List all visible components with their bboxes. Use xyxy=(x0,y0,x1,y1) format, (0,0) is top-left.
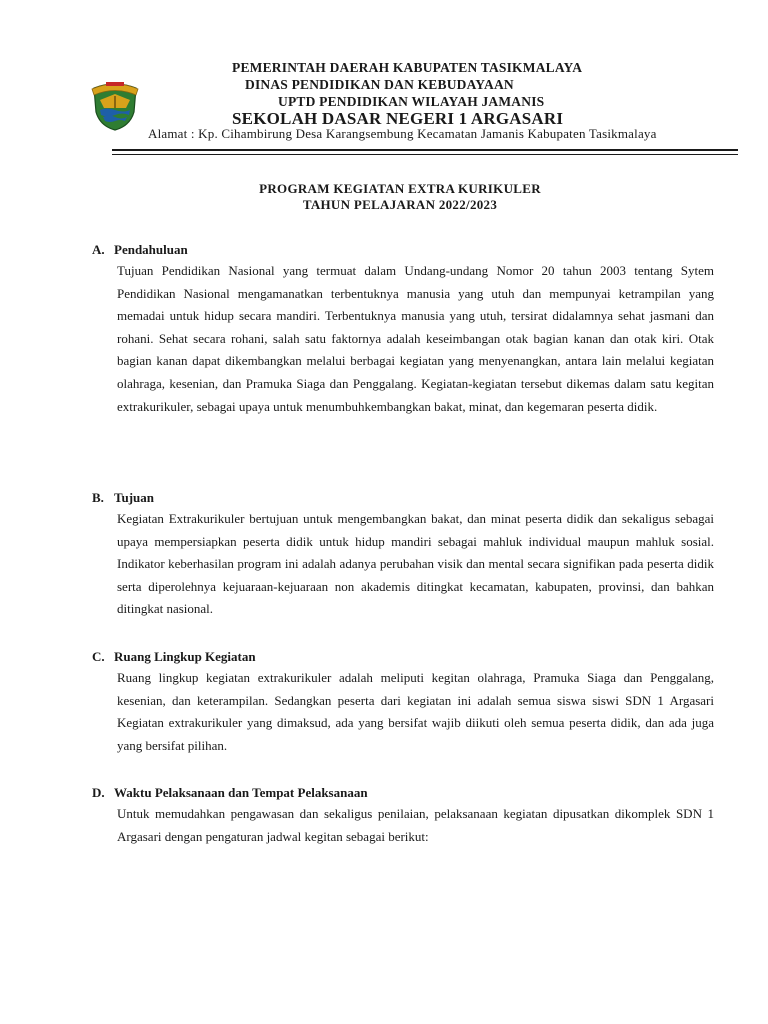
section-letter: C. xyxy=(92,649,105,664)
section-heading xyxy=(92,240,714,260)
section-body: Untuk memudahkan pengawasan dan sekaligus penilaian, pelaksanaan kegiatan dipusatkan dikomplek SDN 1 Argasari dengan pengaturan jadwal kegitan sebagai berikut: xyxy=(117,806,714,844)
section-title: Waktu Pelaksanaan dan Tempat Pelaksanaan xyxy=(114,785,368,800)
letterhead-department: DINAS PENDIDIKAN DAN KEBUDAYAAN xyxy=(245,77,514,92)
section-waktu-tempat xyxy=(92,783,714,848)
letterhead-address: Alamat : Kp. Cihambirung Desa Karangsembung Kecamatan Jamanis Kabupaten Tasikmalaya xyxy=(148,126,657,141)
letterhead-school-name: SEKOLAH DASAR NEGERI 1 ARGASARI xyxy=(232,109,564,128)
section-pendahuluan xyxy=(92,240,714,418)
section-tujuan xyxy=(92,488,714,621)
section-letter: D. xyxy=(92,785,105,800)
letterhead-divider-thick xyxy=(112,149,738,151)
section-body: Ruang lingkup kegiatan extrakurikuler adalah meliputi kegitan olahraga, Pramuka Siaga dan Penggalang, kesenian, dan keterampilan. Sedangkan peserta dari kegiatan ini adalah semua siswa siswi SDN 1 Argasari Kegiatan extrakurikuler yang dimaksud, ada yang bersifat wajib diikuti oleh semua peserta didik, dan ada juga yang bersifat pilihan. xyxy=(117,670,714,753)
section-body: Tujuan Pendidikan Nasional yang termuat dalam Undang-undang Nomor 20 tahun 2003 tentang Sytem Pendidikan Nasional mengamanatkan terbentuknya manusia yang utuh dan mempunyai ketrampilan yang memadai untuk hidup secara mandiri. Terbentuknya manusia yang utuh, tersirat didalamnya sehat jasmani dan rohani. Sehat secara rohani, salah satu faktornya adalah keseimbangan otak bagian kanan dan otak kiri. Otak bagian kanan dapat dikembangkan melalui berbagai kegiatan yang menyenangkan, antara lain melalui kegiatan olahraga, kesenian, dan Pramuka Siaga dan Penggalang. Kegiatan-kegiatan tersebut dikemas dalam satu kegitan extrakurikuler, sebagai upaya untuk menumbuhkembangkan bakat, minat, dan kegemaran peserta didik. xyxy=(117,263,714,414)
section-body: Kegiatan Extrakurikuler bertujuan untuk mengembangkan bakat, dan minat peserta didik dan sekaligus sebagai upaya mempersiapkan peserta didik untuk hidup mandiri sebagai mahluk individual maupun mahluk sosial. Indikator keberhasilan program ini adalah adanya perubahan visik dan mental secara signifikan pada peserta didik serta diperolehnya kejuaraan-kejuaraan non akademis ditingkat kecamatan, kabupaten, provinsi, dan bahkan ditingkat nasional. xyxy=(117,511,714,617)
section-heading xyxy=(92,783,714,803)
regency-crest-icon xyxy=(90,78,140,132)
document-title: PROGRAM KEGIATAN EXTRA KURIKULER xyxy=(259,181,541,196)
letterhead-divider-thin xyxy=(112,154,738,155)
letterhead-government: PEMERINTAH DAERAH KABUPATEN TASIKMALAYA xyxy=(232,60,583,75)
section-heading xyxy=(92,488,714,508)
section-title: Pendahuluan xyxy=(114,242,188,257)
section-ruang-lingkup xyxy=(92,647,714,757)
section-letter: A. xyxy=(92,242,105,257)
section-letter: B. xyxy=(92,490,104,505)
section-title: Tujuan xyxy=(114,490,154,505)
document-subtitle: TAHUN PELAJARAN 2022/2023 xyxy=(302,197,498,212)
section-title: Ruang Lingkup Kegiatan xyxy=(114,649,256,664)
section-heading xyxy=(92,647,714,667)
letterhead-office: UPTD PENDIDIKAN WILAYAH JAMANIS xyxy=(278,94,545,109)
